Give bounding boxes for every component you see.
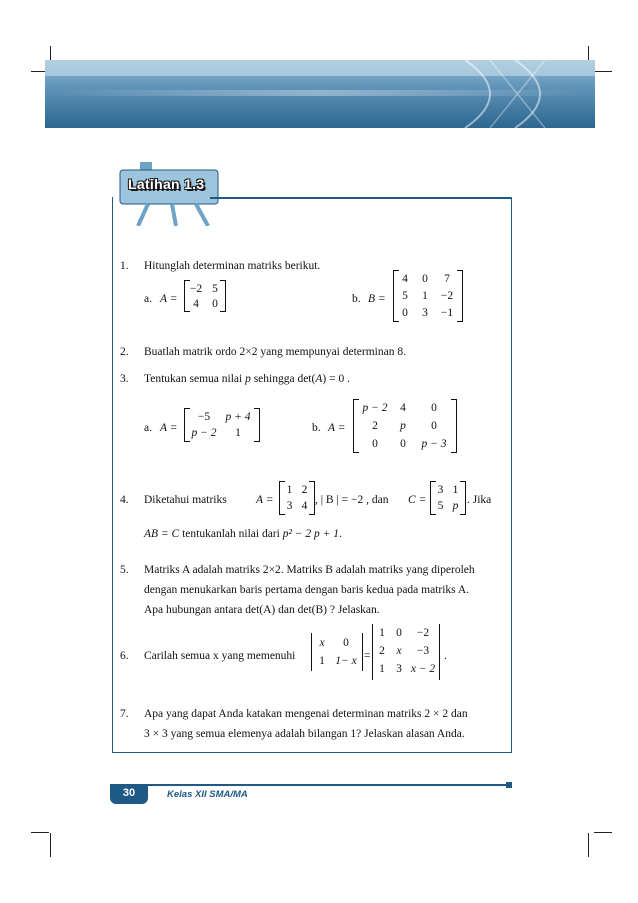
matrix-cell: 1 [452,484,459,496]
question-text: Apa hubungan antara det(A) dan det(B) ? Jelaskan. [144,604,380,616]
question-text: Buatlah matrik ordo 2×2 yang mempunyai determinan 8. [144,346,406,358]
matrix-cell: p + 4 [225,411,251,423]
matrix-cell: −2 [189,283,203,295]
matrix-cell: −5 [197,411,211,423]
crop-mark [50,833,51,857]
matrix-cell: p − 2 [191,427,217,439]
matrix-cell: −3 [416,645,430,657]
matrix-name: C = [408,494,427,506]
matrix-cell: 2 [372,420,378,432]
matrix-cell: 0 [372,438,378,450]
matrix-name: A = [160,293,178,305]
question-text: 3 × 3 yang semua elemenya adalah bilangan 1? Jelaskan alasan Anda. [144,728,465,740]
matrix-cell: 5 [402,290,408,302]
matrix-cell: x [396,645,402,657]
crop-mark [31,832,49,833]
page-number: 30 [110,784,148,804]
matrix-cell: 3 [422,307,428,319]
matrix-cell: 1 [379,627,385,639]
matrix-cell: 4 [402,273,408,285]
matrix-cell: x − 2 [410,663,436,675]
question-number: 5. [120,564,129,576]
matrix [184,408,260,442]
matrix-cell: 1 [379,663,385,675]
matrix-cell: 1− x [335,655,357,667]
matrix-cell: 0 [400,438,406,450]
item-label: a. [144,293,152,305]
question-text: dengan menukarkan baris pertama dengan baris kedua pada matriks A. [144,584,470,596]
matrix-name: A = [328,422,346,434]
question-text: Hitunglah determinan matriks berikut. [144,260,321,272]
question-number: 7. [120,708,129,720]
question-text: Tentukan semua nilai p sehingga det(A) = 0 . [144,373,350,385]
question-text: AB = C tentukanlah nilai dari p² − 2 p + 1. [144,528,342,540]
matrix-cell: 0 [431,420,437,432]
matrix-cell: 4 [193,298,199,310]
question-text: . Jika [467,494,492,506]
matrix-cell: −2 [416,627,430,639]
item-label: b. [352,293,361,305]
question-number: 4. [120,494,129,506]
matrix-cell: 0 [431,402,437,414]
matrix-cell: −2 [440,290,454,302]
question-number: 6. [120,650,129,662]
matrix-cell: 1 [235,427,241,439]
matrix-cell: p − 3 [421,438,447,450]
equals-sign: = [364,650,371,662]
matrix-name: A = [160,422,178,434]
determinant [372,624,440,680]
matrix-cell: 7 [444,273,450,285]
matrix-cell: 1 [319,655,325,667]
crop-mark [588,833,589,857]
matrix-cell: 3 [437,484,444,496]
matrix [393,270,463,322]
item-label: b. [312,422,321,434]
book-title: Kelas XII SMA/MA [167,789,248,800]
matrix-name: A = [256,494,274,506]
question-text: . [444,650,447,662]
determinant [311,633,363,671]
footer-marker [506,782,512,788]
matrix-cell: 5 [437,500,444,512]
matrix-cell: 4 [301,500,308,512]
matrix-cell: 5 [212,283,218,295]
footer-rule [112,784,510,786]
matrix-cell: 0 [422,273,428,285]
matrix-cell: 2 [379,645,385,657]
matrix-cell: p [452,500,459,512]
matrix-cell: 0 [343,637,349,649]
question-text: Matriks A adalah matriks 2×2. Matriks B adalah matriks yang diperoleh [144,564,475,576]
matrix-name: B = [368,293,386,305]
crop-mark [594,832,612,833]
header-band [45,60,595,128]
question-text: Apa yang dapat Anda katakan mengenai determinan matriks 2 × 2 dan [144,708,468,720]
question-number: 3. [120,373,129,385]
matrix-cell: −1 [440,307,454,319]
matrix-cell: 2 [301,484,308,496]
section-title: Latihan 1.3 [128,176,205,192]
question-text: , | B | = −2 , dan [315,494,389,506]
matrix-cell: p [400,420,406,432]
matrix-cell: 1 [286,484,293,496]
matrix [184,280,226,312]
matrix-cell: p − 2 [362,402,388,414]
matrix [353,399,457,453]
question-text: Carilah semua x yang memenuhi [144,650,296,662]
matrix-cell: 0 [212,298,218,310]
matrix-cell: x [319,637,325,649]
question-text: Diketahui matriks [144,494,227,506]
question-number: 1. [120,260,129,272]
matrix-cell: 0 [396,627,402,639]
question-number: 2. [120,346,129,358]
matrix [279,481,315,515]
matrix [430,481,466,515]
exercise-box-border [210,197,511,199]
crop-mark [594,71,612,72]
matrix-cell: 3 [396,663,402,675]
matrix-cell: 0 [402,307,408,319]
matrix-cell: 1 [422,290,428,302]
matrix-cell: 4 [400,402,406,414]
matrix-cell: 3 [286,500,293,512]
item-label: a. [144,422,152,434]
